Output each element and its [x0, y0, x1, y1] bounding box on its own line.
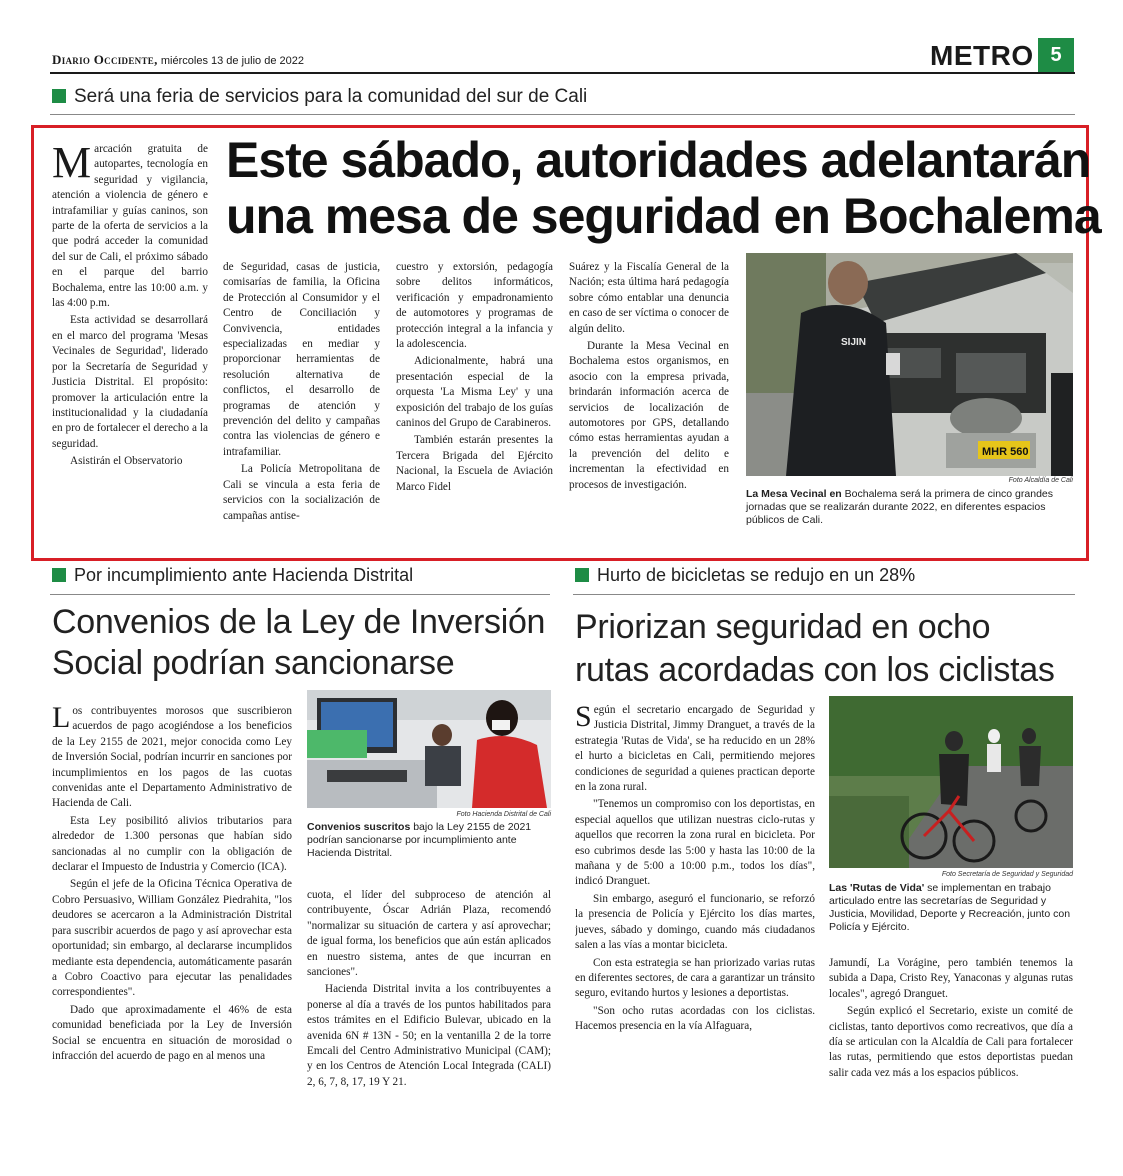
cyclists-image — [829, 696, 1073, 868]
car-inspection-image — [746, 253, 1073, 476]
page-number: 5 — [1038, 38, 1074, 72]
story1-caption: La Mesa Vecinal en Bochalema será la primera de cinco grandes jornadas que se realizarán durante 2022, en diferentes espacios públicos de Cali. — [746, 488, 1053, 526]
dropcap: L — [52, 704, 71, 734]
story1-col3: cuestro y extorsión, pedagogía sobre delitos informáticos, verificación y empadronamiento de automotores y programas de protección integral a la infancia y la adolescencia. Adicionalmente, habrá una presentación especial de la orquesta 'La Misma Ley' y una exposición del trabajo de los guías caninos del Grupo de Carabineros. También estarán presentes la Tercera Brigada del Ejército Nacional, la Escuela de Aviación Marco Fidel — [396, 261, 553, 493]
story2-caption: Convenios suscritos bajo la Ley 2155 de 2021 podrían sancionarse por incumplimiento ante Hacienda Distrital. — [307, 821, 532, 859]
office-image — [307, 690, 551, 808]
section-name: METRO — [930, 40, 1034, 71]
story2-kicker: Por incumplimiento ante Hacienda Distrital — [52, 565, 413, 586]
dropcap: M — [52, 142, 92, 187]
header-rule — [50, 72, 1075, 74]
vest-text: SIJIN — [841, 337, 867, 348]
issue-date: miércoles 13 de julio de 2022 — [160, 55, 304, 67]
story3-photo-credit: Foto Secretaría de Seguridad y Seguridad — [941, 871, 1073, 878]
kicker-square-icon — [52, 89, 66, 103]
story3-kicker: Hurto de bicicletas se redujo en un 28% — [575, 565, 915, 586]
story3-col2: Jamundí, La Vorágine, pero también tenemos la subida a Dapa, Cristo Rey, Yanaconas y algunas rutas locales", agregó Dranguet. Según explicó el Secretario, existe un comité de ciclistas, tanto deportivos como recreativos, que día a día se articulan con la Alcaldía de Cali para fortalecer las rutas, permitiendo que estos deportistas puedan salir cada vez más a los espacios públicos. — [829, 957, 1073, 1079]
story3-kicker-rule — [573, 594, 1075, 595]
story1-photo — [746, 253, 1073, 476]
story1-photo-credit: Foto Alcaldía de Cali — [1008, 477, 1073, 484]
story1-col2: de Seguridad, casas de justicia, comisarías de familia, la Oficina de Protección al Consumidor y el Centro de Conciliación y Convivencia, entidades especializadas en mediar y proporcionar herramientas de resolución alternativa de conflictos, el desarrollo de programas de atención y prevención del delito y campañas contra las violencias de género e intrafamiliar. La Policía Metropolitana de Cali se vincula a esta feria de servicios con la socialización de campañas antise- — [223, 261, 380, 522]
dropcap: S — [575, 703, 592, 733]
kicker-rule — [50, 114, 1075, 115]
story3-headline: Priorizan seguridad en ocho rutas acordadas con los ciclistas — [575, 608, 1055, 689]
story1-headline: Este sábado, autoridades adelantarán una mesa de seguridad en Bochalema — [226, 132, 1101, 244]
story3-photo — [829, 696, 1073, 868]
story2-photo-credit: Foto Hacienda Distrital de Cali — [456, 811, 551, 818]
plate-text: MHR 560 — [982, 446, 1029, 458]
kicker-square-icon — [52, 568, 66, 582]
story3-caption: Las 'Rutas de Vida' se implementan en trabajo articulado entre las secretarías de Seguridad y Justicia, Movilidad, Deporte y Recreación, junto con Policía y Ejército. — [829, 882, 1071, 933]
story2-headline: Convenios de la Ley de Inversión Social podrían sancionarse — [52, 603, 546, 682]
story1-col1: Marcación gratuita de autopartes, tecnología en seguridad y vigilancia, atención a violencia de género e intrafamiliar y guías caninos, son parte de la oferta de servicios a la que podrá acceder la comunidad del sur de Cali, el próximo sábado en el parque del barrio Bochalema, entre las 10:00 a.m. y las 4:00 p.m. Esta actividad se desarrollará en el marco del programa 'Mesas Vecinales de Seguridad', liderado por la Secretaría de Seguridad y Justicia Distrital. El propósito: promover la articulación entre la institucionalidad y la ciudadanía en pro de fortalecer el derecho a la seguridad. Asistirán el Observatorio — [52, 142, 208, 468]
story2-col2: cuota, el líder del subproceso de atención al contribuyente, Óscar Adrián Plaza, recomendó "normalizar su situación de cartera y así aprovechar; de igual forma, los beneficios que aún están aplicados en nuestro sistema, antes de que incurran en sanciones". Hacienda Distrital invita a los contribuyentes a ponerse al día a través de los puntos habilitados para estos trámites en el Edificio Bulevar, ubicado en la avenida 6N # 13N - 50; en la ventanilla 2 de la torre Emcali del Centro Administrativo Municipal (CAM); y en los Centros de Atención Local Integrada (CALI) 2, 6, 7, 8, 17, 19 Y 21. — [307, 889, 551, 1088]
story2-col1: Los contribuyentes morosos que suscribieron acuerdos de pago acogiéndose a los beneficios de la Ley 2155 de 2021, mejor conocida como Ley de Inversión Social, podrían incurrir en sanciones por incumplimientos en los pagos de las cuotas convenidas ante el Departamento Administrativo de Hacienda de Cali. Esta Ley posibilitó alivios tributarios para alrededor de 1.300 personas que habían sido sancionadas al no cumplir con la obligación de declarar el Impuesto de Industria y Comercio (ICA). Según el jefe de la Oficina Técnica Operativa de Cobro Persuasivo, William González Piedrahita, "los deudores se acercaron a la Administración Distrital para suscribir acuerdos de pago y así aprovechar esta oportunidad; sin embargo, al declararse incumplidos mediante esta dependencia, automáticamente pasarán a Cobro Coactivo para ejecutar las penalidades correspondientes". Dado que aproximadamente el 46% de esta comunidad beneficiada por la Ley de Inversión Social se encuentra en situación de morosidad o infracción del acuerdo de pago en al menos una — [52, 704, 292, 1062]
masthead — [52, 52, 304, 68]
story2-kicker-rule — [50, 594, 550, 595]
story3-col1: Según el secretario encargado de Seguridad y Justicia Distrital, Jimmy Dranguet, a través de la estrategia 'Rutas de Vida', se ha reducido en un 28% el hurto a bicicletas en Cali, permitiendo mejores condiciones de seguridad a quienes practican deporte en la zona rural. "Tenemos un compromiso con los deportistas, en especial aquellos que utilizan nuestras ciclo-rutas y aquellos que recorren la zona rural en bicicleta. Por eso cubrimos desde las 5:00 y hasta las 10:00 de la mañana y de 5:00 a 10:00 p.m., todos los días", indicó Dranguet. Sin embargo, aseguró el funcionario, se reforzó la presencia de Policía y Ejército los días martes, jueves, sábado y domingo, cuando más ciudadanos salen a las vías a montar bicicleta. Con esta estrategia se han priorizado varias rutas en diferentes sectores, de cara a garantizar un tránsito seguro, evitando hurtos y lesiones a deportistas. "Son ocho rutas acordadas con los ciclistas. Hacemos presencia en la vía Alfaguara, — [575, 703, 815, 1033]
paper-name: Diario Occidente, — [52, 52, 158, 67]
story2-photo — [307, 690, 551, 808]
story1-col4: Suárez y la Fiscalía General de la Nación; esta última hará pedagogía sobre cómo entablar una denuncia en caso de ser víctima o conocer de algún delito. Durante la Mesa Vecinal en Bochalema estos organismos, en asocio con la empresa privada, brindarán información acerca de servicios de localización de automotores por GPS, detallando cómo estas herramientas ayudan a la prevención del delito e incrementan la efectividad en procesos de investigación. — [569, 261, 729, 491]
story1-kicker: Será una feria de servicios para la comunidad del sur de Cali — [52, 86, 587, 108]
kicker-square-icon — [575, 568, 589, 582]
